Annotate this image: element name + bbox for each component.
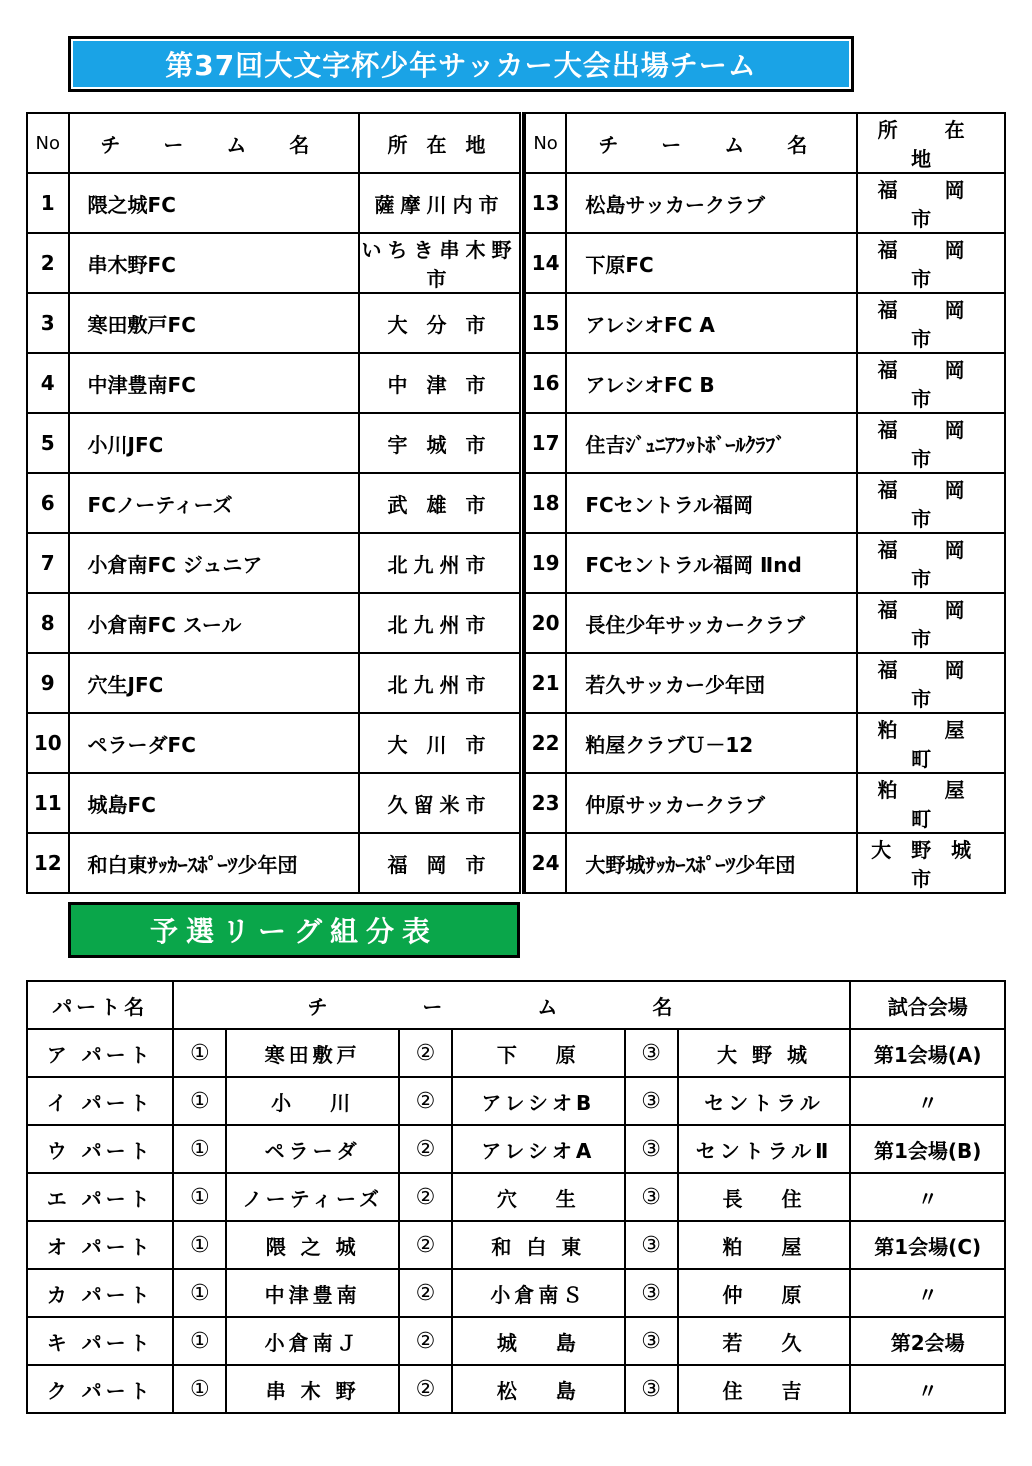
team-location: 北九州市 (359, 533, 521, 593)
seed-marker: ① (173, 1365, 226, 1413)
team-name: 下原FC (566, 233, 857, 293)
seed-marker: ② (399, 1173, 452, 1221)
team-no: 10 (27, 713, 69, 773)
group-team: 仲 原 (678, 1269, 851, 1317)
team-location: 福 岡 市 (857, 413, 1005, 473)
seed-marker: ② (399, 1365, 452, 1413)
team-no: 6 (27, 473, 69, 533)
team-no: 15 (525, 293, 567, 353)
group-row (27, 1269, 1005, 1317)
group-row (27, 1173, 1005, 1221)
team-location: 宇 城 市 (359, 413, 521, 473)
team-location: 福 岡 市 (359, 833, 521, 893)
team-location: 福 岡 市 (857, 293, 1005, 353)
seed-marker: ① (173, 1029, 226, 1077)
header-teams: チ ー ム 名 (173, 981, 850, 1029)
team-location: 久留米市 (359, 773, 521, 833)
header-part: パート名 (27, 981, 173, 1029)
group-row (27, 1221, 1005, 1269)
page-title-banner (68, 36, 854, 92)
group-team: 隈 之 城 (226, 1221, 399, 1269)
team-row (27, 293, 1005, 353)
team-name: 中津豊南FC (69, 353, 360, 413)
group-part: ア パート (27, 1029, 173, 1077)
team-row (27, 473, 1005, 533)
group-row (27, 1029, 1005, 1077)
group-team: セントラルⅡ (678, 1125, 851, 1173)
team-name: FCノーティーズ (69, 473, 360, 533)
groups-title-banner (68, 902, 520, 958)
group-part: キ パート (27, 1317, 173, 1365)
team-name: 穴生JFC (69, 653, 360, 713)
group-venue: 〃 (850, 1077, 1005, 1125)
header-location: 所 在 地 (857, 113, 1005, 173)
team-name: 大野城ｻｯｶｰｽﾎﾟｰﾂ少年団 (566, 833, 857, 893)
group-team: ノーティーズ (226, 1173, 399, 1221)
group-row (27, 1077, 1005, 1125)
header-team-name: チ ー ム 名 (69, 113, 360, 173)
team-name: 若久サッカー少年団 (566, 653, 857, 713)
teams-header-row (27, 113, 1005, 173)
group-team: 和 白 東 (452, 1221, 625, 1269)
team-row (27, 773, 1005, 833)
team-no: 5 (27, 413, 69, 473)
team-name: 小倉南FC ジュニア (69, 533, 360, 593)
seed-marker: ① (173, 1125, 226, 1173)
group-team: 寒田敷戸 (226, 1029, 399, 1077)
team-name: 隈之城FC (69, 173, 360, 233)
header-no: No (525, 113, 567, 173)
header-no: No (27, 113, 69, 173)
team-no: 20 (525, 593, 567, 653)
seed-marker: ③ (625, 1077, 678, 1125)
team-name: 城島FC (69, 773, 360, 833)
team-no: 23 (525, 773, 567, 833)
seed-marker: ① (173, 1221, 226, 1269)
team-row (27, 233, 1005, 293)
team-location: 粕 屋 町 (857, 713, 1005, 773)
team-location: 福 岡 市 (857, 473, 1005, 533)
team-no: 16 (525, 353, 567, 413)
seed-marker: ② (399, 1077, 452, 1125)
team-name: FCセントラル福岡 Ⅱnd (566, 533, 857, 593)
group-part: ク パート (27, 1365, 173, 1413)
team-location: 福 岡 市 (857, 353, 1005, 413)
team-location: いちき串木野市 (359, 233, 521, 293)
seed-marker: ① (173, 1269, 226, 1317)
team-row (27, 653, 1005, 713)
team-name: 松島サッカークラブ (566, 173, 857, 233)
team-name: 小倉南FC スール (69, 593, 360, 653)
team-no: 9 (27, 653, 69, 713)
group-venue: 第2会場 (850, 1317, 1005, 1365)
group-venue: 第1会場(A) (850, 1029, 1005, 1077)
groups-title: 予選リーグ組分表 (149, 915, 438, 948)
team-name: 小川JFC (69, 413, 360, 473)
group-team: 中津豊南 (226, 1269, 399, 1317)
group-row (27, 1365, 1005, 1413)
seed-marker: ③ (625, 1173, 678, 1221)
team-row (27, 533, 1005, 593)
header-team-name: チ ー ム 名 (566, 113, 857, 173)
team-no: 14 (525, 233, 567, 293)
seed-marker: ② (399, 1269, 452, 1317)
seed-marker: ② (399, 1317, 452, 1365)
seed-marker: ③ (625, 1269, 678, 1317)
team-location: 北九州市 (359, 593, 521, 653)
team-name: 住吉ｼﾞｭﾆｱﾌｯﾄﾎﾞｰﾙｸﾗﾌﾞ (566, 413, 857, 473)
team-no: 3 (27, 293, 69, 353)
team-name: 和白東ｻｯｶｰｽﾎﾟｰﾂ少年団 (69, 833, 360, 893)
group-team: 大 野 城 (678, 1029, 851, 1077)
team-no: 11 (27, 773, 69, 833)
team-name: 粕屋クラブＵ－12 (566, 713, 857, 773)
team-location: 粕 屋 町 (857, 773, 1005, 833)
team-no: 7 (27, 533, 69, 593)
team-location: 福 岡 市 (857, 233, 1005, 293)
team-no: 12 (27, 833, 69, 893)
team-location: 福 岡 市 (857, 533, 1005, 593)
seed-marker: ③ (625, 1365, 678, 1413)
header-venue: 試合会場 (850, 981, 1005, 1029)
team-row (27, 173, 1005, 233)
team-name: 仲原サッカークラブ (566, 773, 857, 833)
team-no: 18 (525, 473, 567, 533)
group-part: イ パート (27, 1077, 173, 1125)
group-team: 若 久 (678, 1317, 851, 1365)
team-row (27, 833, 1005, 893)
seed-marker: ③ (625, 1125, 678, 1173)
team-no: 17 (525, 413, 567, 473)
team-no: 4 (27, 353, 69, 413)
team-location: 大野城市 (857, 833, 1005, 893)
group-team: 小倉南Ｓ (452, 1269, 625, 1317)
group-team: ペラーダ (226, 1125, 399, 1173)
team-name: 寒田敷戸FC (69, 293, 360, 353)
team-no: 13 (525, 173, 567, 233)
team-no: 24 (525, 833, 567, 893)
teams-table (26, 112, 1006, 894)
team-no: 21 (525, 653, 567, 713)
group-part: エ パート (27, 1173, 173, 1221)
seed-marker: ① (173, 1317, 226, 1365)
seed-marker: ③ (625, 1029, 678, 1077)
group-part: カ パート (27, 1269, 173, 1317)
team-name: 長住少年サッカークラブ (566, 593, 857, 653)
group-team: 城 島 (452, 1317, 625, 1365)
seed-marker: ② (399, 1029, 452, 1077)
team-location: 福 岡 市 (857, 593, 1005, 653)
team-no: 2 (27, 233, 69, 293)
team-row (27, 593, 1005, 653)
group-team: 住 吉 (678, 1365, 851, 1413)
group-team: 串 木 野 (226, 1365, 399, 1413)
team-location: 大 川 市 (359, 713, 521, 773)
group-team: 長 住 (678, 1173, 851, 1221)
group-team: 穴 生 (452, 1173, 625, 1221)
group-venue: 〃 (850, 1173, 1005, 1221)
seed-marker: ③ (625, 1221, 678, 1269)
groups-header-row (27, 981, 1005, 1029)
header-location: 所 在 地 (359, 113, 521, 173)
seed-marker: ③ (625, 1317, 678, 1365)
group-team: 下 原 (452, 1029, 625, 1077)
seed-marker: ① (173, 1077, 226, 1125)
team-row (27, 713, 1005, 773)
group-venue: 第1会場(B) (850, 1125, 1005, 1173)
team-location: 福 岡 市 (857, 173, 1005, 233)
group-team: 小 川 (226, 1077, 399, 1125)
team-no: 1 (27, 173, 69, 233)
team-name: FCセントラル福岡 (566, 473, 857, 533)
group-venue: 第1会場(C) (850, 1221, 1005, 1269)
seed-marker: ② (399, 1125, 452, 1173)
seed-marker: ① (173, 1173, 226, 1221)
group-part: オ パート (27, 1221, 173, 1269)
group-team: セントラル (678, 1077, 851, 1125)
team-location: 武 雄 市 (359, 473, 521, 533)
team-location: 北九州市 (359, 653, 521, 713)
group-row (27, 1125, 1005, 1173)
group-team: 粕 屋 (678, 1221, 851, 1269)
team-no: 19 (525, 533, 567, 593)
team-name: アレシオFC A (566, 293, 857, 353)
team-location: 大 分 市 (359, 293, 521, 353)
seed-marker: ② (399, 1221, 452, 1269)
group-part: ウ パート (27, 1125, 173, 1173)
team-row (27, 353, 1005, 413)
team-no: 8 (27, 593, 69, 653)
group-venue: 〃 (850, 1365, 1005, 1413)
group-team: 小倉南Ｊ (226, 1317, 399, 1365)
team-location: 薩摩川内市 (359, 173, 521, 233)
team-no: 22 (525, 713, 567, 773)
group-team: アレシオA (452, 1125, 625, 1173)
team-row (27, 413, 1005, 473)
group-row (27, 1317, 1005, 1365)
page-title: 第37回大文字杯少年サッカー大会出場チーム (165, 49, 757, 82)
group-team: 松 島 (452, 1365, 625, 1413)
team-name: アレシオFC B (566, 353, 857, 413)
team-name: ペラーダFC (69, 713, 360, 773)
team-name: 串木野FC (69, 233, 360, 293)
team-location: 福 岡 市 (857, 653, 1005, 713)
group-team: アレシオB (452, 1077, 625, 1125)
team-location: 中 津 市 (359, 353, 521, 413)
group-venue: 〃 (850, 1269, 1005, 1317)
groups-table (26, 980, 1006, 1414)
